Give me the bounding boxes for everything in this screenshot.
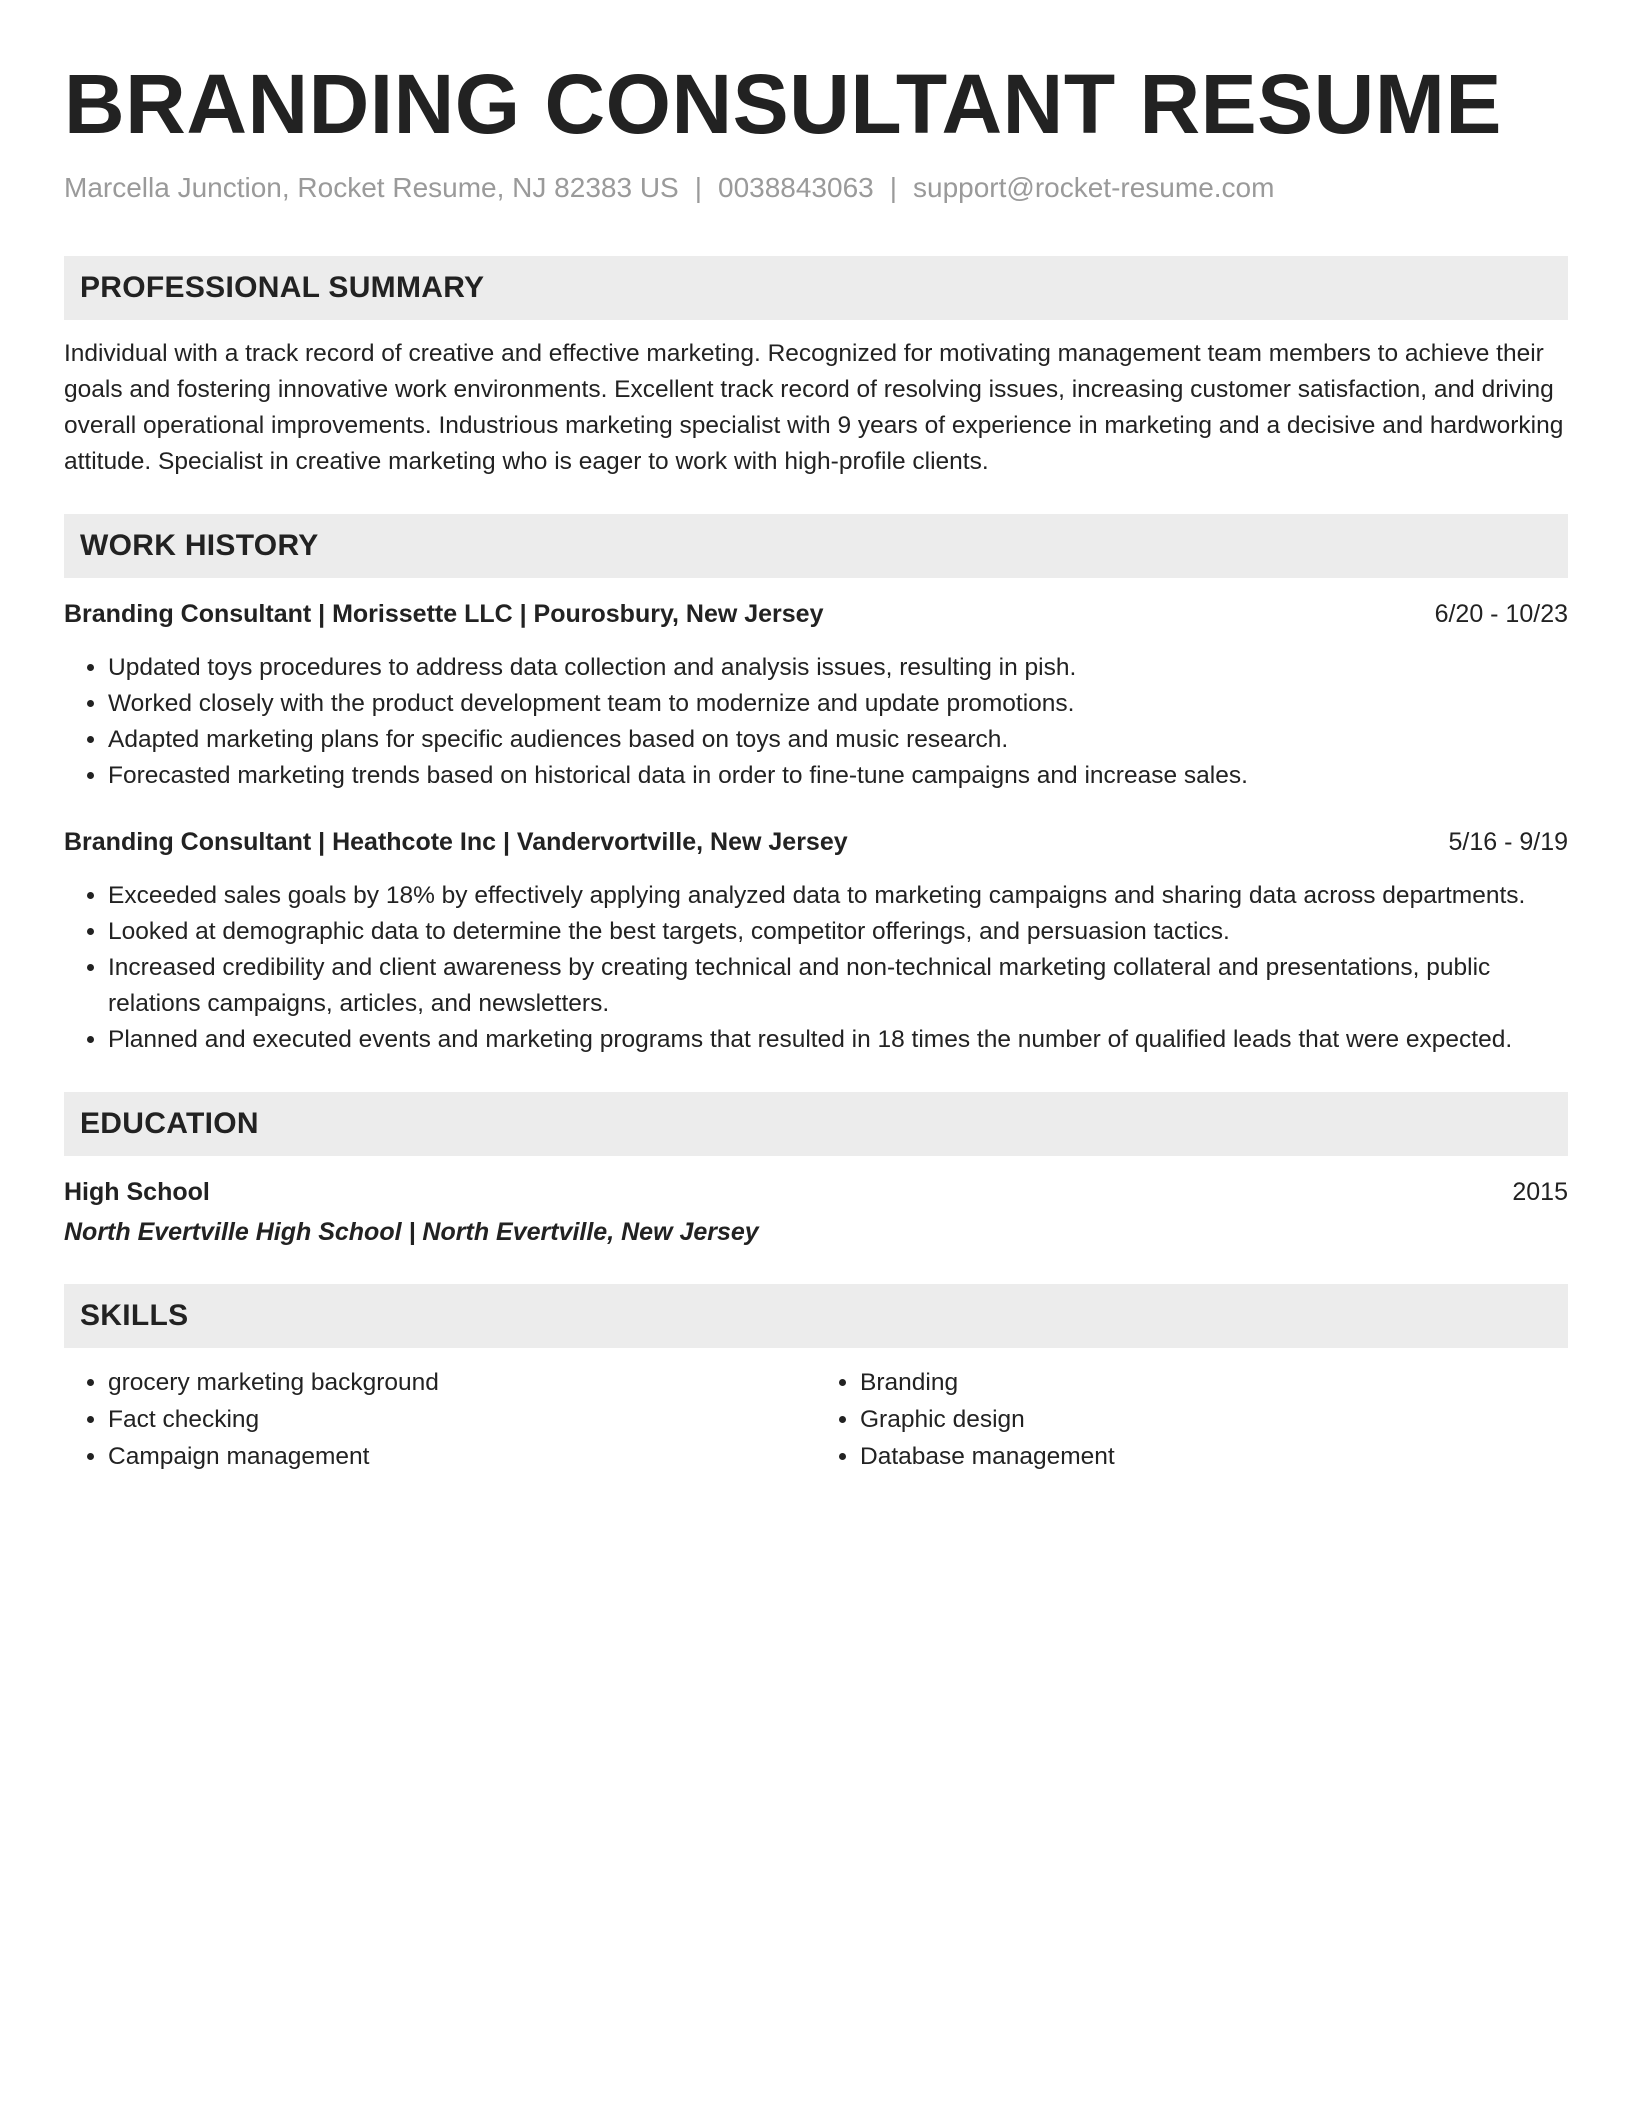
- section-header-skills: SKILLS: [64, 1284, 1568, 1348]
- job-header: [64, 824, 1568, 860]
- list-item: • Looked at demographic data to determine the best targets, competitor offerings, and persuasion tactics.: [108, 914, 1568, 950]
- education-year: 2015: [1512, 1178, 1568, 1206]
- contact-separator: |: [694, 172, 702, 203]
- job-header: [64, 596, 1568, 632]
- education-header: [64, 1174, 1568, 1210]
- job-bullets: [64, 878, 1568, 1058]
- summary-text: Individual with a track record of creative and effective marketing. Recognized for motivating management team members to achieve their goals and fostering innovative work environments. Excellent track record of resolving issues, increasing customer satisfaction, and driving overall operational improvements. Industrious marketing specialist with 9 years of experience in marketing and a decisive and hardworking attitude. Specialist in creative marketing who is eager to work with high-profile clients.: [64, 340, 1564, 475]
- job-dates: 6/20 - 10/23: [1434, 600, 1568, 628]
- skills-column-right: [816, 1364, 1568, 1475]
- education-school: North Evertville High School | North Evertville, New Jersey: [64, 1218, 759, 1246]
- list-item: • Forecasted marketing trends based on historical data in order to fine-tune campaigns and increase sales.: [108, 758, 1568, 794]
- list-item: • Increased credibility and client awareness by creating technical and non-technical marketing collateral and presentations, public relations campaigns, articles, and newsletters.: [108, 950, 1568, 1022]
- contact-address: Marcella Junction, Rocket Resume, NJ 82383 US: [64, 172, 679, 203]
- contact-email: support@rocket-resume.com: [913, 172, 1275, 203]
- skill-item: • grocery marketing background: [108, 1364, 816, 1401]
- skill-item: • Fact checking: [108, 1401, 816, 1438]
- contact-line: [64, 170, 1568, 206]
- skill-item: • Database management: [860, 1438, 1568, 1475]
- skill-item: • Graphic design: [860, 1401, 1568, 1438]
- skill-item: • Campaign management: [108, 1438, 816, 1475]
- job-dates: 5/16 - 9/19: [1448, 828, 1568, 856]
- job-title: Branding Consultant | Heathcote Inc | Vandervortville, New Jersey: [64, 828, 848, 856]
- education-degree: High School: [64, 1178, 210, 1206]
- section-header-summary: PROFESSIONAL SUMMARY: [64, 256, 1568, 320]
- job-bullets: [64, 650, 1568, 794]
- skills-column-left: [64, 1364, 816, 1475]
- contact-separator: |: [889, 172, 898, 203]
- list-item: • Exceeded sales goals by 18% by effectively applying analyzed data to marketing campaigns and sharing data across departments.: [108, 878, 1568, 914]
- resume-title: BRANDING CONSULTANT RESUME: [64, 57, 1502, 151]
- list-item: • Worked closely with the product development team to modernize and update promotions.: [108, 686, 1568, 722]
- section-header-education: EDUCATION: [64, 1092, 1568, 1156]
- skill-item: • Branding: [860, 1364, 1568, 1401]
- skills-list: [64, 1364, 1568, 1475]
- contact-phone: 0038843063: [718, 172, 874, 203]
- list-item: • Adapted marketing plans for specific audiences based on toys and music research.: [108, 722, 1568, 758]
- list-item: • Updated toys procedures to address data collection and analysis issues, resulting in pish.: [108, 650, 1568, 686]
- section-header-work-history: WORK HISTORY: [64, 514, 1568, 578]
- job-title: Branding Consultant | Morissette LLC | Pourosbury, New Jersey: [64, 600, 824, 628]
- list-item: • Planned and executed events and marketing programs that resulted in 18 times the number of qualified leads that were expected.: [108, 1022, 1568, 1058]
